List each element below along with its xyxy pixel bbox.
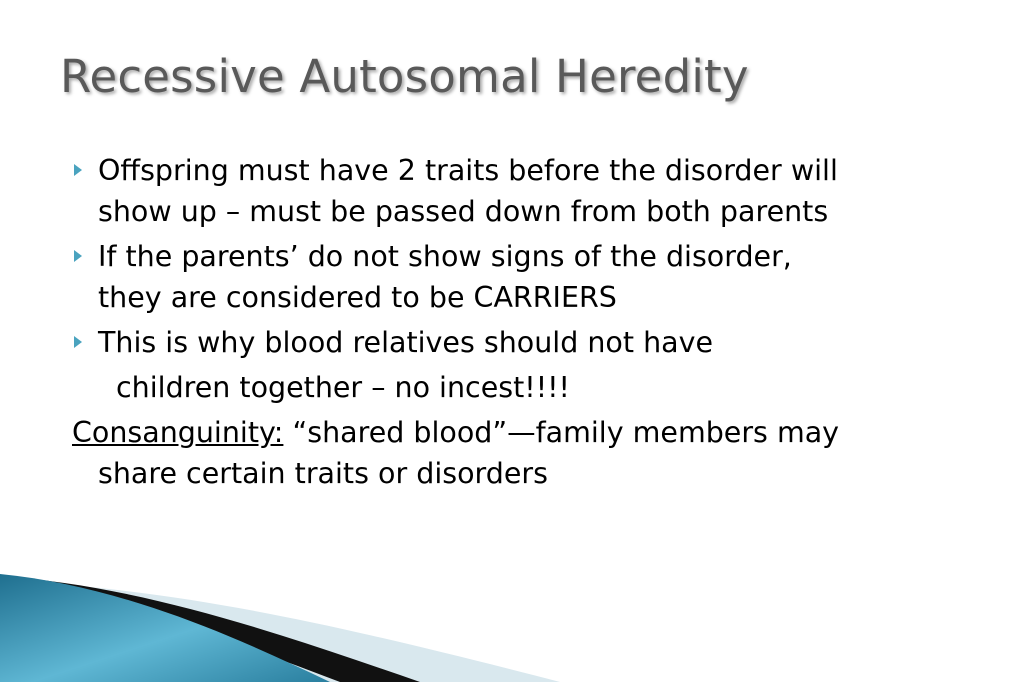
bullet-text-line: they are considered to be CARRIERS bbox=[98, 281, 617, 314]
indented-text-line: children together – no incest!!!! bbox=[116, 371, 570, 404]
definition-text-line: share certain traits or disorders bbox=[98, 457, 548, 490]
definition bbox=[72, 412, 1002, 494]
bullet-text-line: If the parents’ do not show signs of the disorder, bbox=[98, 240, 792, 273]
definition-text: “shared blood”—family members may bbox=[283, 416, 840, 449]
definition-line bbox=[72, 412, 1002, 453]
slide-title: Recessive Autosomal Heredity bbox=[60, 50, 749, 103]
bullet-item bbox=[72, 236, 1002, 318]
bullet-text-line: show up – must be passed down from both parents bbox=[98, 195, 829, 228]
bullet-text-line: Offspring must have 2 traits before the disorder will bbox=[98, 154, 838, 187]
bullet-text-line: This is why blood relatives should not have bbox=[98, 326, 714, 359]
triangle-right-icon bbox=[74, 250, 82, 262]
bullet-item bbox=[72, 322, 1002, 363]
slide-body bbox=[72, 150, 1002, 494]
definition-term: Consanguinity: bbox=[72, 416, 284, 449]
wave-decoration bbox=[0, 560, 1023, 682]
bullet-item bbox=[72, 150, 1002, 232]
triangle-right-icon bbox=[74, 336, 82, 348]
triangle-right-icon bbox=[74, 164, 82, 176]
